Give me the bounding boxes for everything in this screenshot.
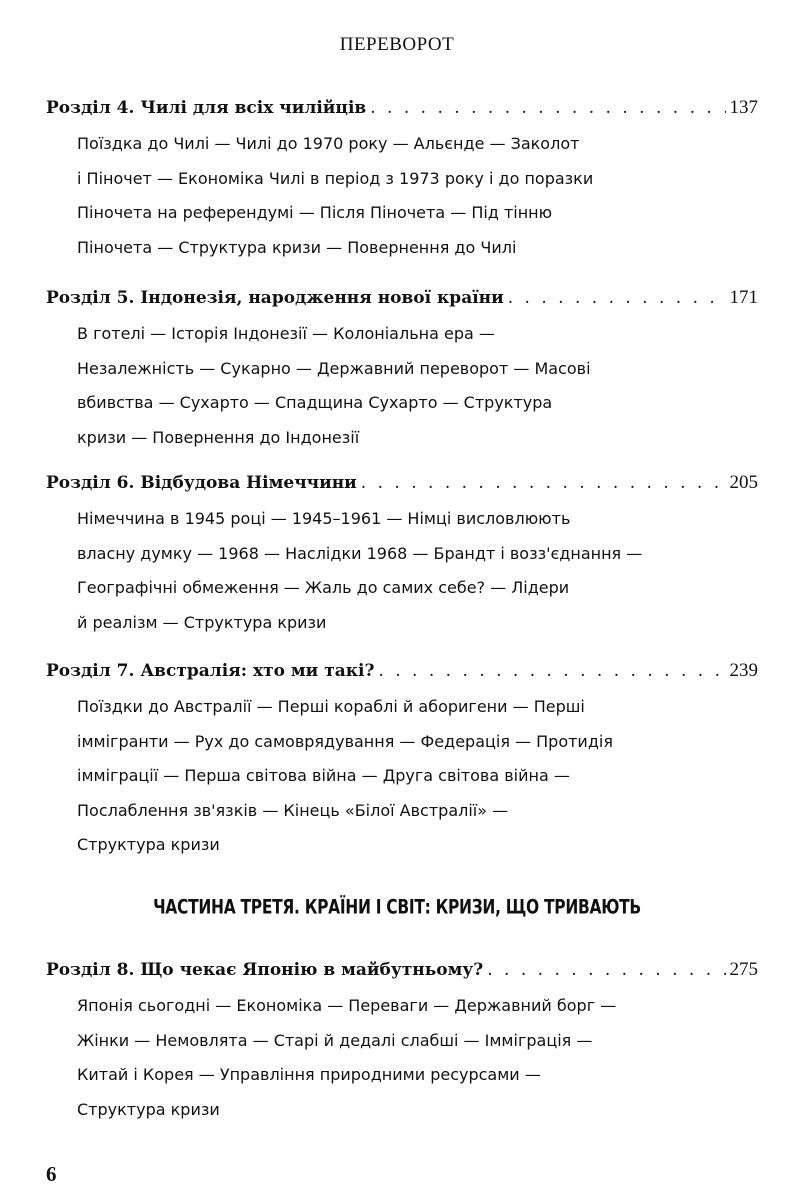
toc-chapter-5	[46, 282, 758, 455]
chapter-heading	[46, 467, 758, 499]
running-head: ПЕРЕВОРОТ	[339, 34, 455, 55]
page-number: 171	[729, 287, 758, 308]
toc-chapter-7	[46, 655, 758, 863]
section-line: Піночета на референдумі — Після Піночета — Під тінню	[77, 203, 553, 222]
chapter-title: Розділ 4. Чилі для всіх чилійців	[46, 98, 367, 118]
section-line: Поїздки до Австралії — Перші кораблі й аборигени — Перші	[77, 697, 585, 716]
toc-chapter-4	[46, 92, 758, 265]
part-heading: ЧАСТИНА ТРЕТЯ. КРАЇНИ І СВІТ: КРИЗИ, ЩО ТРИВАЮТЬ	[153, 895, 641, 919]
chapter-sections	[77, 127, 758, 265]
section-line: іммігранти — Рух до самоврядування — Федерація — Протидія	[77, 731, 613, 751]
chapter-heading	[46, 92, 758, 124]
leader-dots	[370, 92, 725, 124]
section-line: Географічні обмеження — Жаль до самих себе? — Лідери	[77, 578, 570, 597]
section-line: й реалізм — Структура кризи	[77, 612, 327, 632]
section-line: вбивства — Сухарто — Спадщина Сухарто — Структура	[77, 393, 553, 412]
section-line: Німеччина в 1945 році — 1945–1961 — Німці висловлюють	[77, 509, 571, 528]
chapter-sections	[77, 317, 758, 455]
section-line: і Піночет — Економіка Чилі в період з 1973 року і до поразки	[77, 168, 594, 188]
section-line: Структура кризи	[77, 835, 220, 854]
page-number: 275	[729, 959, 758, 980]
page-number: 205	[729, 472, 758, 493]
chapter-sections	[77, 502, 758, 640]
section-line: імміграції — Перша світова війна — Друга світова війна —	[77, 766, 570, 785]
section-line: Послаблення зв'язків — Кінець «Білої Австралії» —	[77, 800, 509, 820]
section-line: Структура кризи	[77, 1099, 220, 1119]
section-line: Жінки — Немовлята — Старі й дедалі слабші — Імміграція —	[77, 1030, 593, 1050]
chapter-sections	[77, 690, 758, 863]
leader-dots	[378, 655, 725, 687]
section-line: Піночета — Структура кризи — Повернення до Чилі	[77, 237, 517, 257]
leader-dots	[487, 954, 725, 986]
page-folio: 6	[46, 1162, 57, 1186]
chapter-title: Розділ 6. Відбудова Німеччини	[46, 473, 357, 493]
chapter-title: Розділ 8. Що чекає Японію в майбутньому?	[46, 960, 484, 980]
section-line: Китай і Корея — Управління природними ресурсами —	[77, 1065, 541, 1084]
page-number: 137	[729, 97, 758, 118]
toc-chapter-6	[46, 467, 758, 640]
chapter-heading	[46, 954, 758, 986]
chapter-heading	[46, 282, 758, 314]
section-line: кризи — Повернення до Індонезії	[77, 427, 360, 447]
section-line: власну думку — 1968 — Наслідки 1968 — Брандт і возз'єднання —	[77, 543, 643, 563]
section-line: Поїздка до Чилі — Чилі до 1970 року — Альєнде — Заколот	[77, 134, 580, 153]
page-number: 239	[729, 660, 758, 681]
leader-dots	[361, 467, 726, 499]
chapter-heading	[46, 655, 758, 687]
section-line: Японія сьогодні — Економіка — Переваги — Державний борг —	[77, 996, 617, 1015]
section-line: В готелі — Історія Індонезії — Колоніальна ера —	[77, 324, 495, 343]
chapter-title: Розділ 5. Індонезія, народження нової країни	[46, 288, 504, 308]
chapter-title: Розділ 7. Австралія: хто ми такі?	[46, 661, 375, 681]
chapter-sections	[77, 989, 758, 1127]
section-line: Незалежність — Сукарно — Державний переворот — Масові	[77, 358, 591, 378]
leader-dots	[508, 282, 726, 314]
toc-chapter-8	[46, 954, 758, 1127]
